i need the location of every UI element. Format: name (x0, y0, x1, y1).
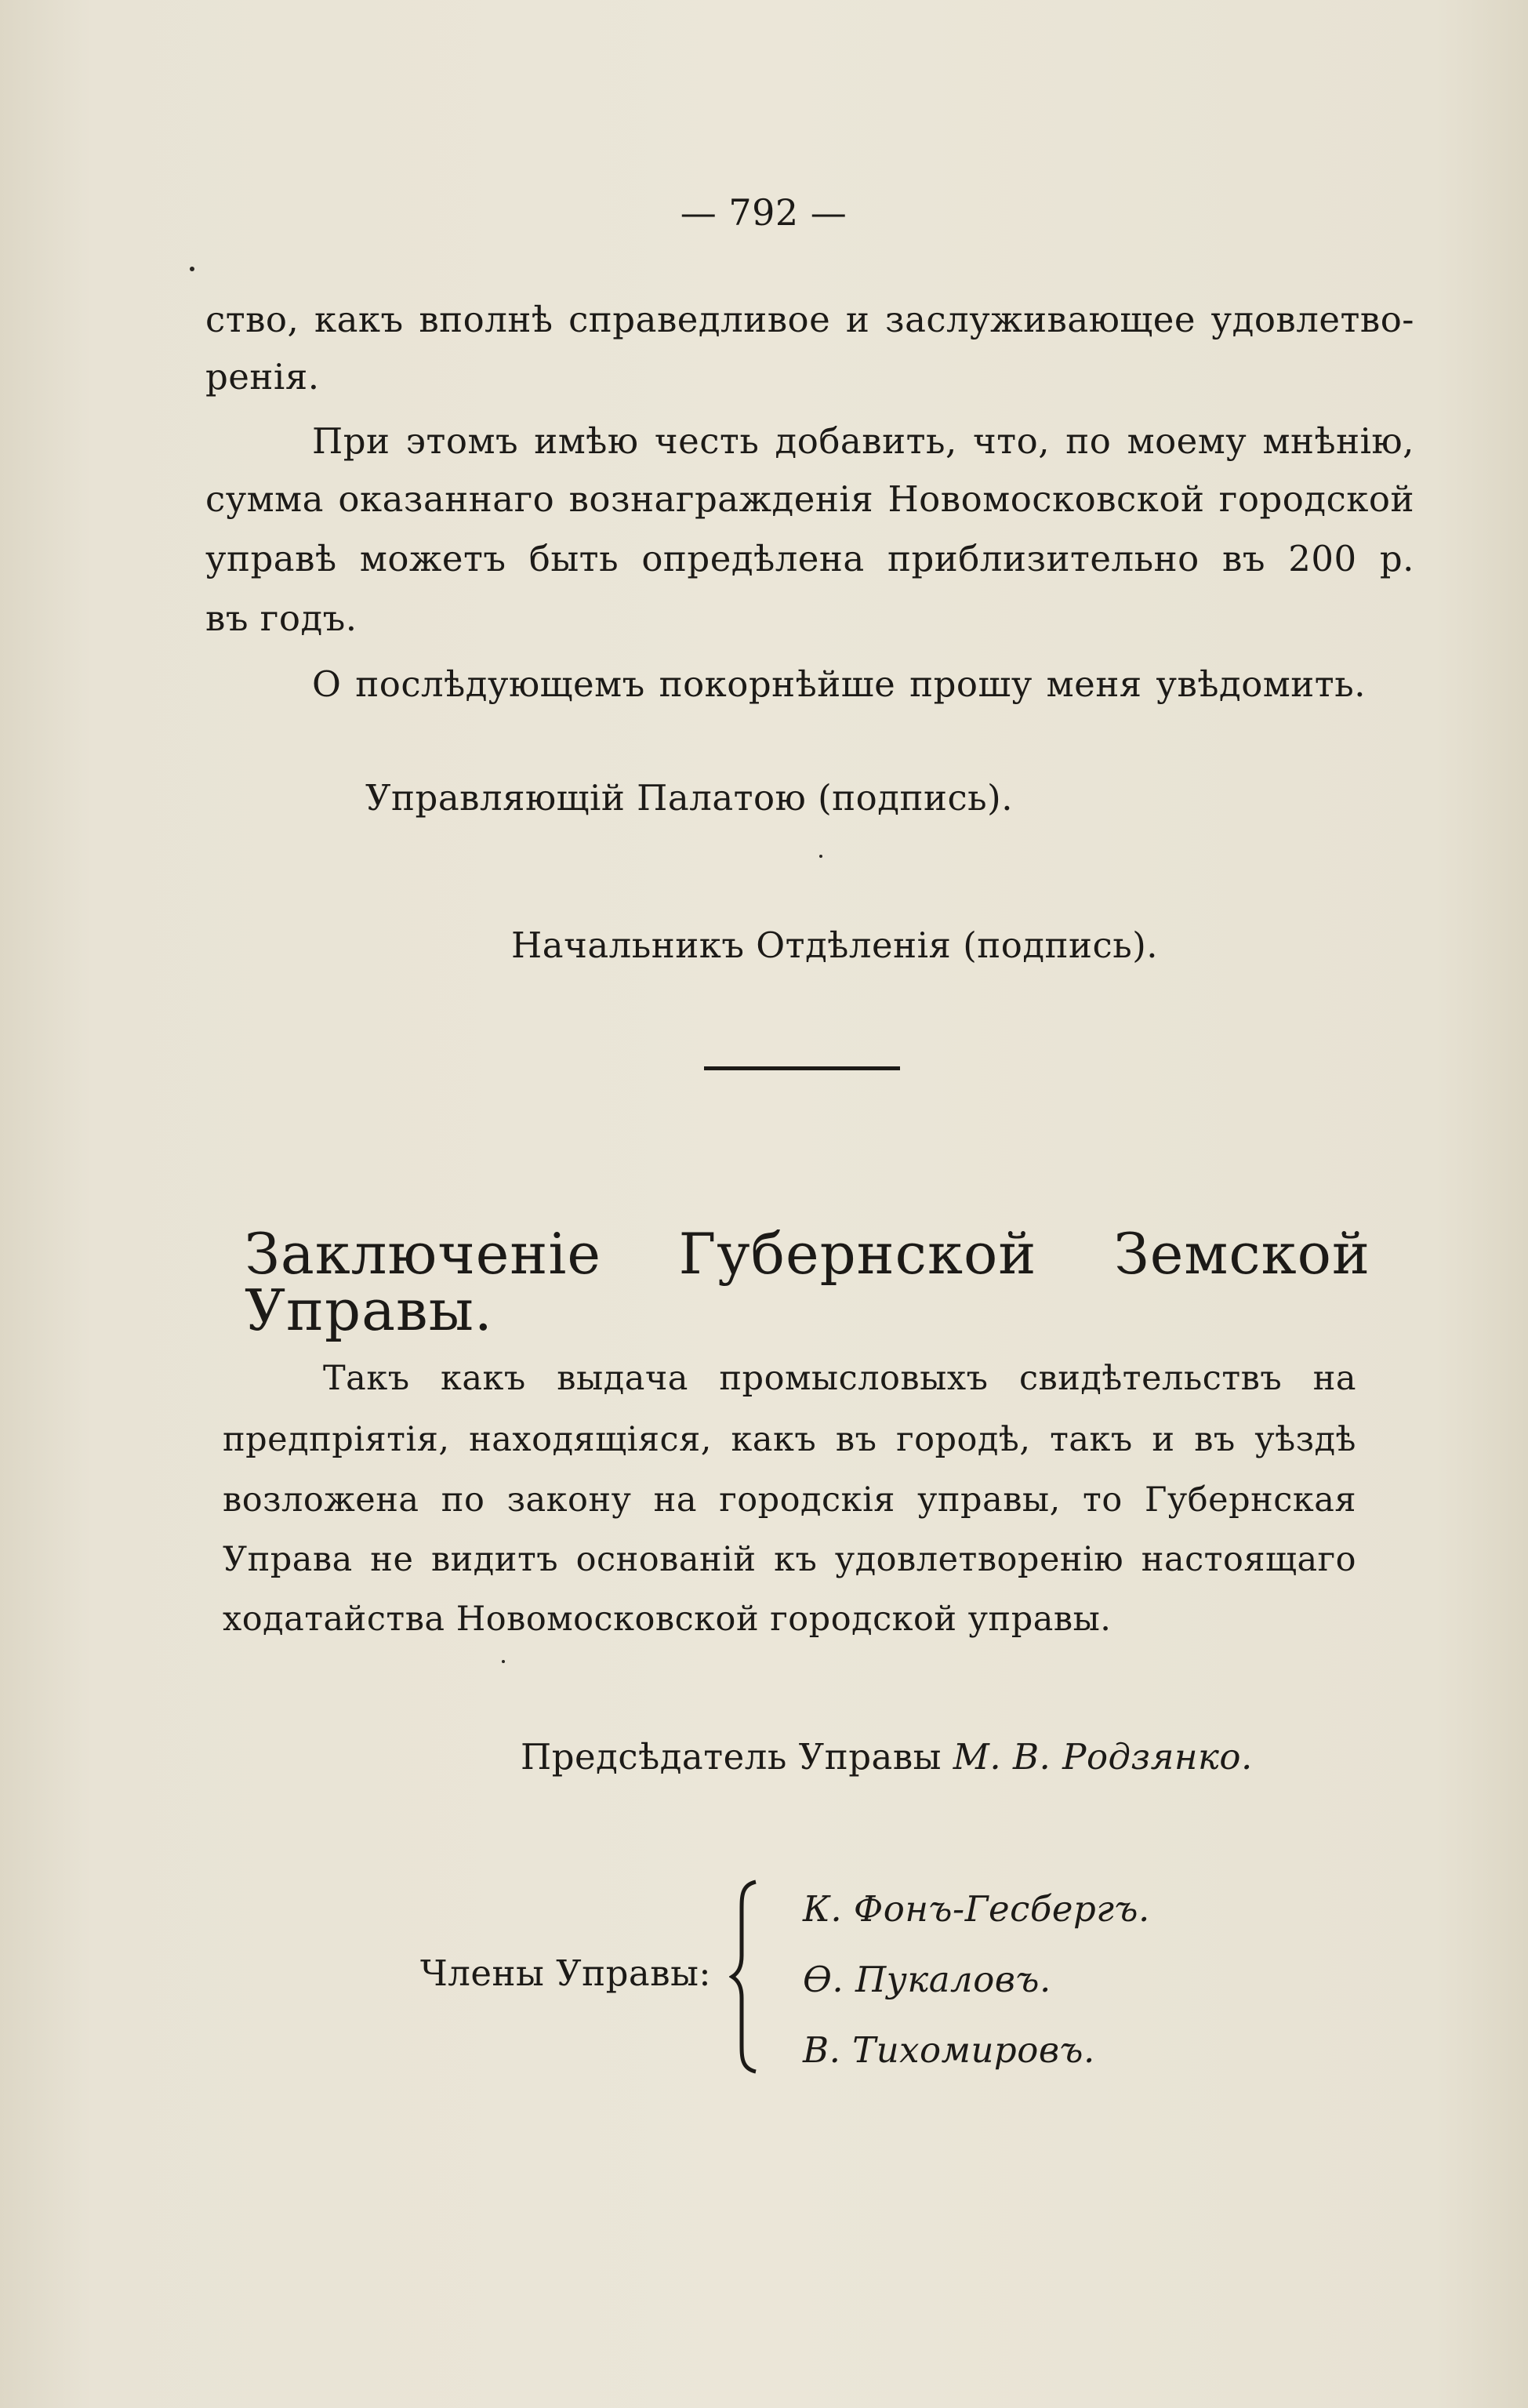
ink-speck (819, 855, 822, 858)
section-separator (704, 1066, 900, 1070)
curly-brace (729, 1879, 760, 2075)
manager-signature: Управляющій Палатою (подпись). (365, 777, 1014, 819)
page-number: — 792 — (680, 191, 847, 234)
paragraph-line: ство, какъ вполнѣ справедливое и заслуживающее удовлетво- (205, 299, 1414, 340)
member-name: Ѳ. Пукаловъ. (803, 1959, 1051, 2000)
conclusion-line: ходатайства Новомосковской городской управы. (223, 1600, 1112, 1639)
conclusion-line: Такъ какъ выдача промысловыхъ свидѣтельствъ на (323, 1359, 1356, 1398)
ink-speck (190, 267, 194, 271)
member-name: В. Тихомировъ. (803, 2029, 1095, 2071)
conclusion-line: возложена по закону на городскія управы, то Губернская (223, 1480, 1356, 1520)
paragraph-line: въ годъ. (205, 597, 358, 639)
paragraph-line: ренія. (205, 356, 320, 398)
paragraph-line: При этомъ имѣю честь добавить, что, по моему мнѣнію, (312, 420, 1414, 462)
conclusion-line: предпріятія, находящіяся, какъ въ городѣ, такъ и въ уѣздѣ (223, 1420, 1356, 1459)
ink-speck (502, 1660, 505, 1663)
chairman-label: Предсѣдатель Управы (521, 1736, 942, 1778)
conclusion-line: Управа не видитъ основаній къ удовлетворенію настоящаго (223, 1540, 1356, 1579)
members-label: Члены Управы: (420, 1952, 712, 1994)
conclusion-heading: Заключеніе Губернской Земской Управы. (245, 1221, 1370, 1343)
paragraph-line: О послѣдующемъ покорнѣйше прошу меня увѣдомить. (312, 663, 1366, 705)
member-name: К. Фонъ-Гесбергъ. (803, 1888, 1150, 1930)
chairman-name: М. В. Родзянко. (953, 1736, 1253, 1778)
paragraph-line: управѣ можетъ быть опредѣлена приблизительно въ 200 р. (205, 538, 1414, 579)
chairman-signature (521, 1736, 1253, 1778)
chief-signature: Начальникъ Отдѣленія (подпись). (511, 924, 1159, 966)
paragraph-line: сумма оказаннаго вознагражденія Новомосковской городской (205, 478, 1414, 520)
